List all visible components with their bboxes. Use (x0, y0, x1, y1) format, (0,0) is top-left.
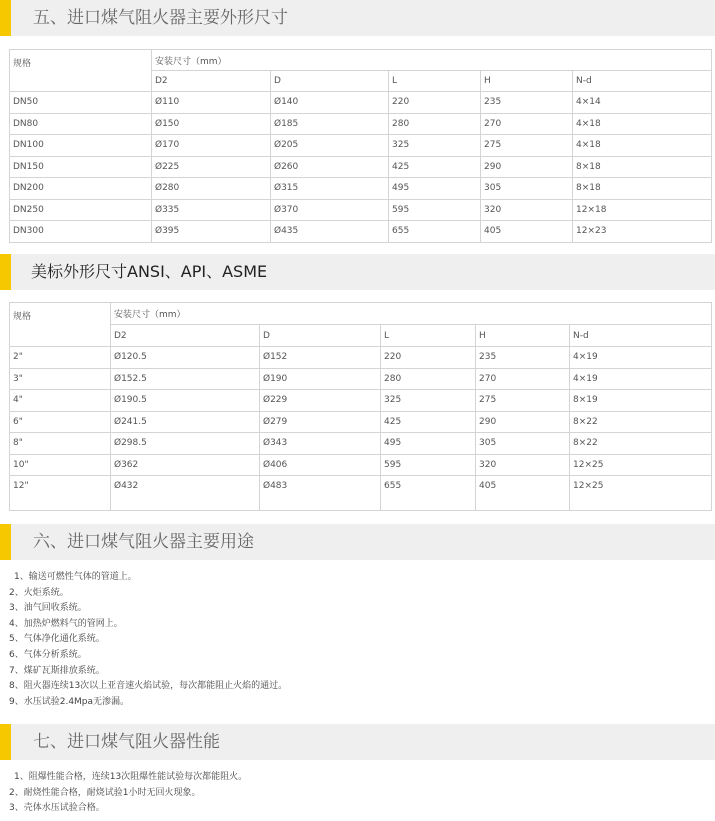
list-item: 5、气体净化通化系统。 (9, 634, 105, 645)
table-cell: 290 (476, 411, 570, 433)
table-cell: 4×18 (573, 113, 712, 135)
table-cell: Ø315 (271, 178, 389, 200)
table-cell: 4×18 (573, 135, 712, 157)
column-header: L (389, 71, 481, 92)
table-row (10, 113, 712, 135)
table-cell: 12×23 (573, 221, 712, 243)
table-cell: 280 (381, 368, 476, 390)
table-cell: Ø225 (152, 156, 271, 178)
table-cell: 405 (481, 221, 573, 243)
table-cell: 10" (10, 454, 111, 476)
table-body (10, 303, 712, 511)
table-cell: Ø483 (260, 476, 381, 511)
table-cell: 235 (476, 347, 570, 369)
list-item: 8、阻火器连续13次以上亚音速火焰试验，每次都能阻止火焰的通过。 (9, 681, 288, 692)
column-header: N-d (573, 71, 712, 92)
table-cell: 325 (389, 135, 481, 157)
table-cell: 6" (10, 411, 111, 433)
table-cell: Ø395 (152, 221, 271, 243)
table-cell: Ø406 (260, 454, 381, 476)
section-ansi-header (0, 254, 715, 290)
usage-list (9, 570, 287, 710)
table-cell: 325 (381, 390, 476, 412)
column-header: D2 (152, 71, 271, 92)
table-cell: DN250 (10, 199, 152, 221)
table-cell: DN150 (10, 156, 152, 178)
list-item: 7、煤矿瓦斯排放系统。 (9, 665, 105, 676)
table-cell: Ø280 (152, 178, 271, 200)
table-cell: 4×19 (570, 368, 712, 390)
table-row (10, 221, 712, 243)
column-header: L (381, 325, 476, 347)
column-header: D (260, 325, 381, 347)
section-6-title: 六、进口煤气阻火器主要用途 (33, 532, 254, 552)
accent-bar (0, 724, 11, 760)
table-cell: 270 (476, 368, 570, 390)
table-cell: Ø120.5 (111, 347, 260, 369)
table-row (10, 156, 712, 178)
table-cell: 290 (481, 156, 573, 178)
table-cell: 12×25 (570, 476, 712, 511)
table-cell: 495 (381, 433, 476, 455)
table-cell: Ø110 (152, 92, 271, 114)
table-cell: DN300 (10, 221, 152, 243)
table-cell: 2" (10, 347, 111, 369)
column-header: D2 (111, 325, 260, 347)
accent-bar (0, 524, 11, 560)
table-cell: 425 (389, 156, 481, 178)
spec-header: 规格 (10, 303, 111, 347)
table-cell: 8" (10, 433, 111, 455)
table-cell: 275 (476, 390, 570, 412)
table-cell: 595 (381, 454, 476, 476)
list-item: 2、耐烧性能合格，耐烧试验1小时无回火现象。 (9, 787, 201, 798)
column-header: H (476, 325, 570, 347)
table-cell: 495 (389, 178, 481, 200)
table-cell: 3" (10, 368, 111, 390)
table-cell: DN200 (10, 178, 152, 200)
table-cell: Ø435 (271, 221, 389, 243)
section-7-header (0, 724, 715, 760)
table-header-row (10, 303, 712, 325)
table-row (10, 390, 712, 412)
table-cell: 220 (389, 92, 481, 114)
spec-header: 规格 (10, 50, 152, 92)
table-cell: Ø370 (271, 199, 389, 221)
table-cell: 235 (481, 92, 573, 114)
table-cell: 305 (481, 178, 573, 200)
section-ansi-title: 美标外形尺寸ANSI、API、ASME (31, 262, 268, 281)
table-cell: DN50 (10, 92, 152, 114)
list-item: 1、输送可燃性气体的管道上。 (14, 572, 137, 582)
table-cell: 270 (481, 113, 573, 135)
table-cell: Ø229 (260, 390, 381, 412)
accent-bar (0, 0, 11, 36)
table-cell: 12×18 (573, 199, 712, 221)
table-cell: 12×25 (570, 454, 712, 476)
section-7-title: 七、进口煤气阻火器性能 (33, 732, 220, 752)
table-cell: DN100 (10, 135, 152, 157)
column-header: H (481, 71, 573, 92)
table-cell: Ø190 (260, 368, 381, 390)
table-cell: 320 (481, 199, 573, 221)
table-cell: Ø432 (111, 476, 260, 511)
list-item: 2、火炬系统。 (9, 587, 69, 598)
table-cell: Ø298.5 (111, 433, 260, 455)
table-cell: Ø152 (260, 347, 381, 369)
table-cell: Ø152.5 (111, 368, 260, 390)
table-row (10, 433, 712, 455)
table-cell: Ø279 (260, 411, 381, 433)
table-cell: Ø185 (271, 113, 389, 135)
table-cell: 8×22 (570, 433, 712, 455)
table-cell: Ø205 (271, 135, 389, 157)
table-cell: 4" (10, 390, 111, 412)
table-cell: Ø170 (152, 135, 271, 157)
list-item: 3、壳体水压试验合格。 (9, 803, 105, 814)
table-row (10, 368, 712, 390)
table-cell: Ø150 (152, 113, 271, 135)
table-cell: 425 (381, 411, 476, 433)
table-cell: Ø343 (260, 433, 381, 455)
section-6-header (0, 524, 715, 560)
table-row (10, 92, 712, 114)
table-row (10, 199, 712, 221)
install-size-header: 安装尺寸（mm） (152, 50, 712, 71)
table-header-row (10, 50, 712, 71)
list-item: 4、加热炉燃料气的管网上。 (9, 618, 123, 629)
table-cell: 305 (476, 433, 570, 455)
table-cell: 595 (389, 199, 481, 221)
table-cell: 655 (389, 221, 481, 243)
install-size-header: 安装尺寸（mm） (111, 303, 712, 325)
table-row (10, 135, 712, 157)
column-header: N-d (570, 325, 712, 347)
dn-dimensions-table (9, 49, 712, 243)
ansi-dimensions-table (9, 302, 712, 511)
list-item: 3、油气回收系统。 (9, 603, 87, 614)
table-cell: Ø241.5 (111, 411, 260, 433)
section-5-header (0, 0, 715, 36)
table-cell: 275 (481, 135, 573, 157)
performance-list (9, 770, 247, 817)
table-column-row (10, 325, 712, 347)
table-cell: 4×14 (573, 92, 712, 114)
table-cell: DN80 (10, 113, 152, 135)
accent-bar (0, 254, 11, 290)
table-cell: Ø362 (111, 454, 260, 476)
table-cell: Ø140 (271, 92, 389, 114)
list-item: 1、阻爆性能合格，连续13次阻爆性能试验每次都能阻火。 (14, 772, 248, 782)
table-cell: Ø260 (271, 156, 389, 178)
table-cell: 8×18 (573, 178, 712, 200)
table-cell: 8×22 (570, 411, 712, 433)
table-cell: Ø190.5 (111, 390, 260, 412)
table-row (10, 476, 712, 511)
table-cell: Ø335 (152, 199, 271, 221)
table-row (10, 178, 712, 200)
table-row (10, 411, 712, 433)
list-item: 9、水压试验2.4Mpa无渗漏。 (9, 696, 130, 707)
column-header: D (271, 71, 389, 92)
table-cell: 4×19 (570, 347, 712, 369)
table-cell: 320 (476, 454, 570, 476)
table-cell: 220 (381, 347, 476, 369)
table-row (10, 454, 712, 476)
table-cell: 12" (10, 476, 111, 511)
table-row (10, 347, 712, 369)
list-item: 6、气体分析系统。 (9, 649, 87, 660)
table-cell: 655 (381, 476, 476, 511)
section-5-title: 五、进口煤气阻火器主要外形尺寸 (33, 8, 288, 28)
table-cell: 405 (476, 476, 570, 511)
table-cell: 8×19 (570, 390, 712, 412)
table-cell: 280 (389, 113, 481, 135)
table-cell: 8×18 (573, 156, 712, 178)
table-body (10, 50, 712, 243)
